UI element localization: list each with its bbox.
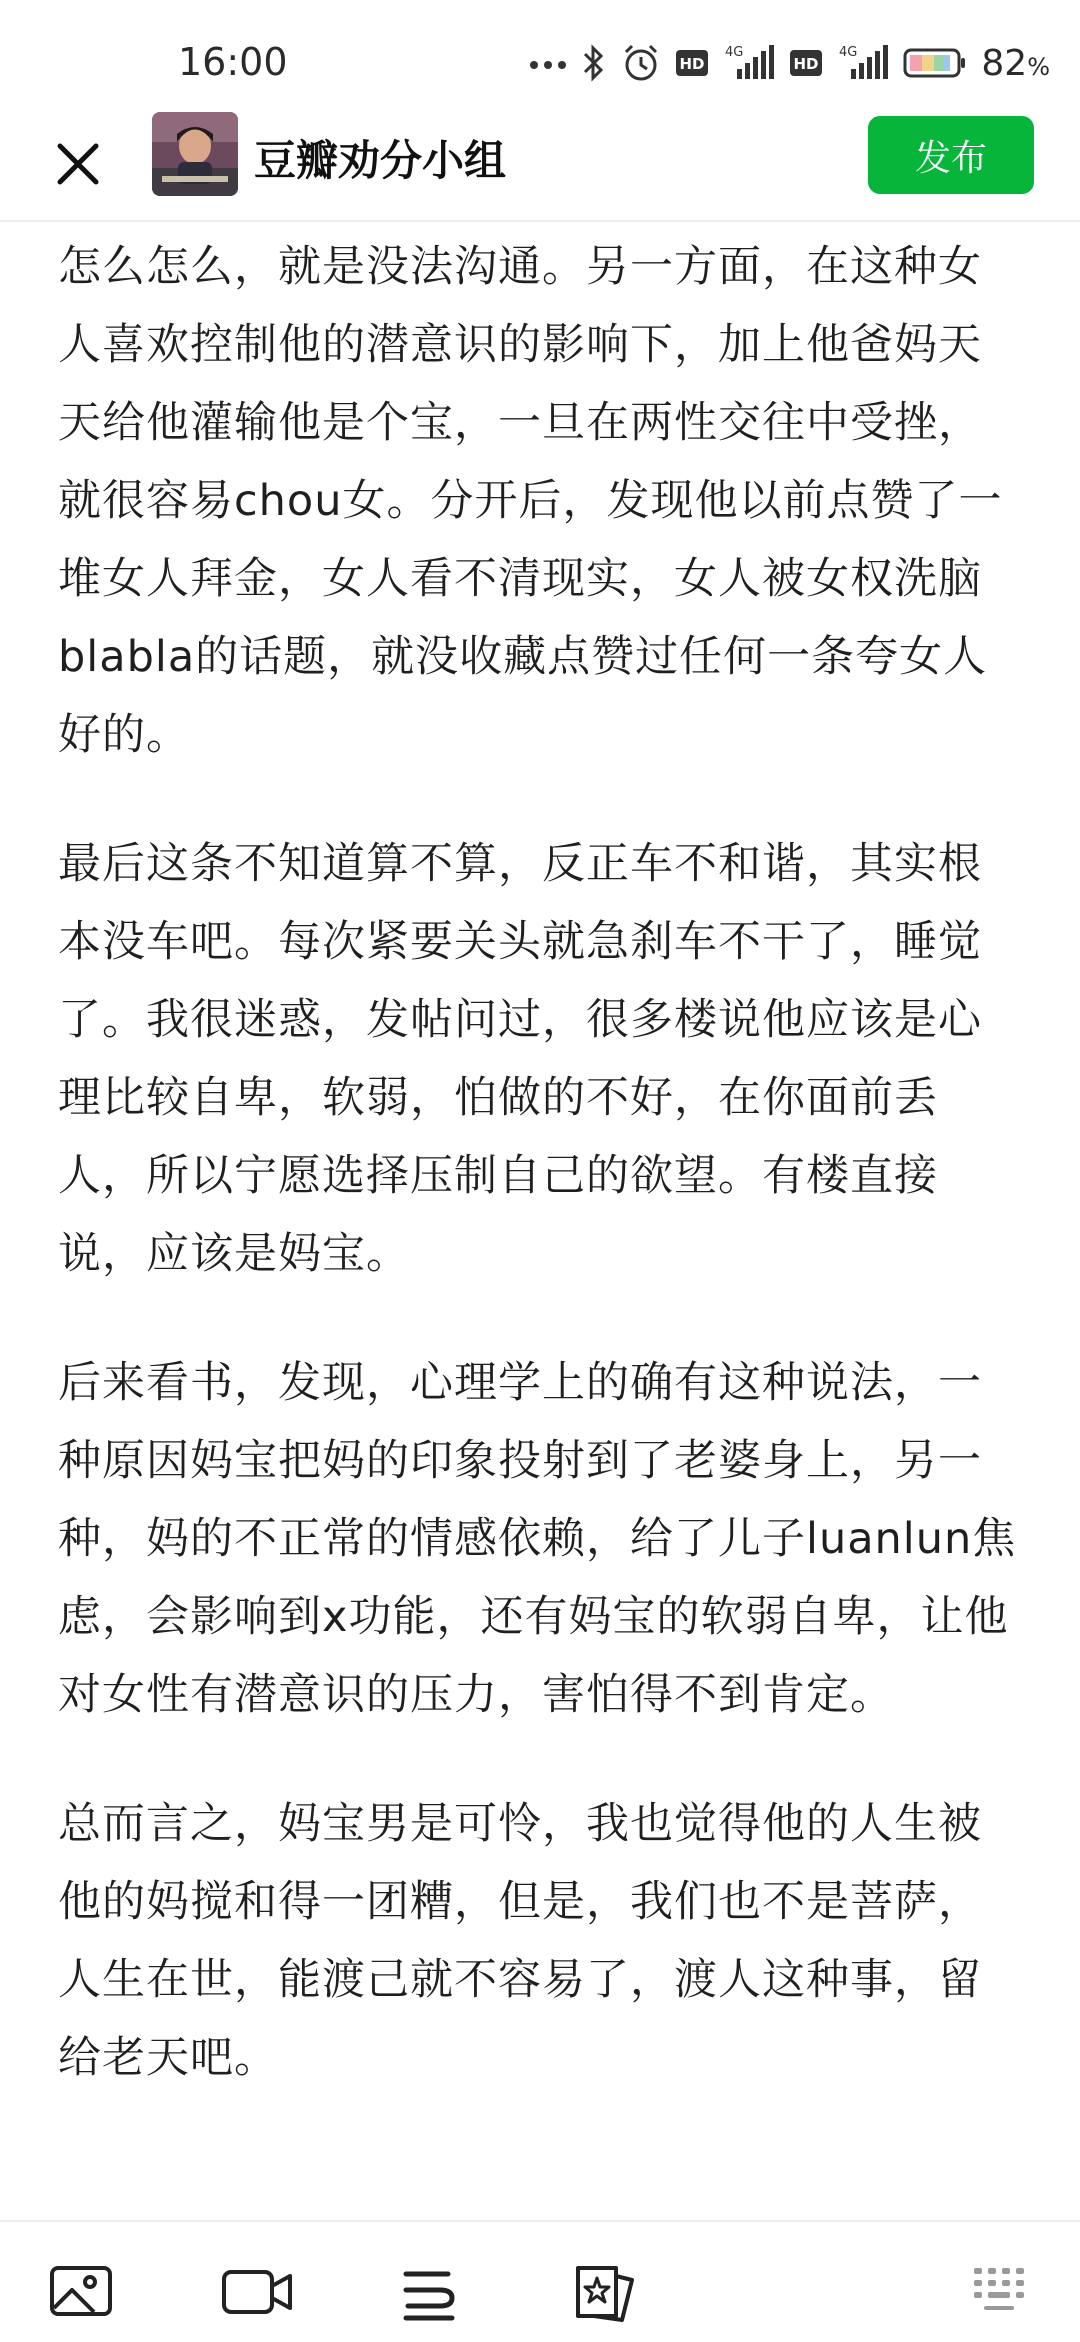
close-icon[interactable] [46,132,110,196]
status-bar [0,0,1080,120]
battery-icon [903,47,967,79]
status-icons [529,38,1050,88]
text-format-icon[interactable] [396,2260,466,2324]
top-bar [0,112,1080,222]
signal-icon [837,43,889,83]
post-body[interactable] [58,228,1018,2148]
post-paragraph[interactable]: 怎么怎么，就是没法沟通。另一方面，在这种女人喜欢控制他的潜意识的影响下，加上他爸妈天天给他灌输他是个宝，一旦在两性交往中受挫，就很容易chou女。分开后，发现他以前点赞了一堆女人拜金，女人看不清现实，女人被女权洗脑blabla的话题，就没收藏点赞过任何一条夸女人好的。 [58,242,1003,760]
hd-icon [675,49,709,77]
sticker-icon[interactable] [570,2260,640,2324]
status-time: 16:00 [178,40,288,84]
network-label-2: 4G [839,45,858,60]
group-avatar[interactable] [152,112,238,196]
hd-label-2: HD [793,55,819,73]
image-icon[interactable] [46,2260,116,2324]
network-label-1: 4G [725,45,744,60]
bluetooth-icon [581,43,607,83]
battery-percent [981,43,1050,84]
battery-value: 82 [981,42,1028,84]
alarm-icon [621,43,661,83]
signal-icon [723,43,775,83]
post-paragraph[interactable]: 后来看书，发现，心理学上的确有这种说法，一种原因妈宝把妈的印象投射到了老婆身上，另一种，妈的不正常的情感依赖，给了儿子luanlun焦虑，会影响到x功能，还有妈宝的软弱自卑，让他对女性有潜意识的压力，害怕得不到肯定。 [58,1358,1017,1720]
video-icon[interactable] [220,2260,294,2324]
hd-icon [789,49,823,77]
more-dots-icon [529,56,567,70]
post-paragraph[interactable]: 总而言之，妈宝男是可怜，我也觉得他的人生被他的妈搅和得一团糟，但是，我们也不是菩萨，人生在世，能渡己就不容易了，渡人这种事，留给老天吧。 [58,1799,982,2083]
group-title: 豆瓣劝分小组 [254,136,507,185]
editor-toolbar [0,2220,1080,2342]
publish-button[interactable]: 发布 [868,116,1034,194]
hd-label-1: HD [679,55,705,73]
post-paragraph[interactable]: 最后这条不知道算不算，反正车不和谐，其实根本没车吧。每次紧要关头就急刹车不干了，睡觉了。我很迷惑，发帖问过，很多楼说他应该是心理比较自卑，软弱，怕做的不好，在你面前丢人，所以宁愿选择压制自己的欲望。有楼直接说，应该是妈宝。 [58,839,982,1279]
battery-unit: % [1027,52,1050,81]
keyboard-icon[interactable] [972,2260,1034,2324]
